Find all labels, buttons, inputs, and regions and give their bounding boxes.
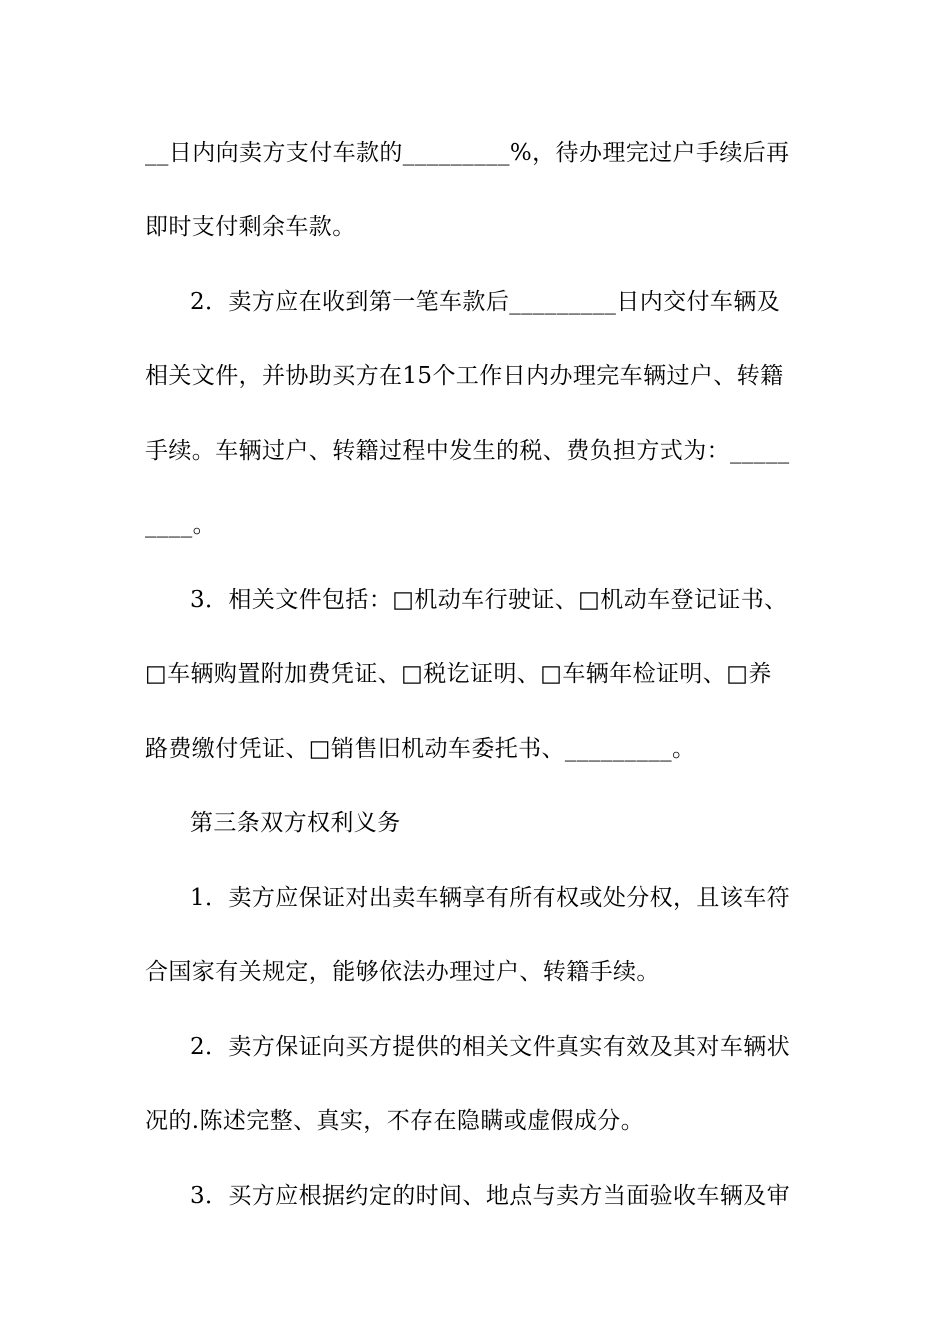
text-line: __日内向卖方支付车款的_________%，待办理完过户手续后再: [145, 140, 790, 166]
text-line: 3．买方应根据约定的时间、地点与卖方当面验收车辆及审: [190, 1183, 791, 1209]
text-line: 相关文件，并协助买方在15个工作日内办理完车辆过户、转籍: [145, 363, 784, 389]
text-line: 手续。车辆过户、转籍过程中发生的税、费负担方式为：_____: [145, 438, 790, 464]
text-line: 况的.陈述完整、真实，不存在隐瞒或虚假成分。: [145, 1108, 645, 1134]
text-line: 即时支付剩余车款。: [145, 214, 356, 240]
text-line: 合国家有关规定，能够依法办理过户、转籍手续。: [145, 959, 660, 985]
text-line: 1．卖方应保证对出卖车辆享有所有权或处分权，且该车符: [190, 885, 791, 911]
text-line: 3．相关文件包括：□机动车行驶证、□机动车登记证书、: [190, 587, 788, 613]
section-heading: 第三条双方权利义务: [190, 810, 401, 836]
text-line: □车辆购置附加费凭证、□税讫证明、□车辆年检证明、□养: [145, 661, 772, 687]
text-line: 2．卖方保证向买方提供的相关文件真实有效及其对车辆状: [190, 1034, 791, 1060]
text-line: ____。: [145, 512, 216, 538]
text-line: 路费缴付凭证、□销售旧机动车委托书、_________。: [145, 736, 696, 762]
text-line: 2．卖方应在收到第一笔车款后_________日内交付车辆及: [190, 289, 781, 315]
